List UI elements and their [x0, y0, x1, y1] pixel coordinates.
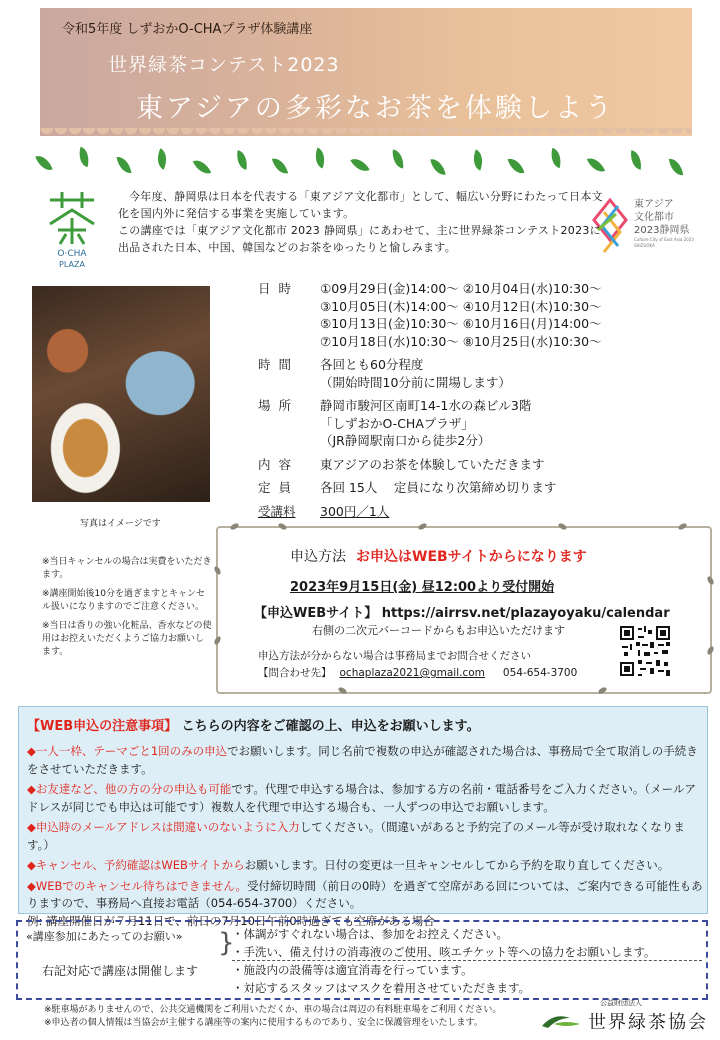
request-item: ・対応するスタッフはマスクを着用させていただきます。 [232, 980, 531, 995]
caution-title-red: 【WEB申込の注意事項】 [27, 719, 178, 734]
schedule-label: 日 時 [258, 281, 293, 296]
photo-caption: 写真はイメージです [80, 519, 161, 529]
requests-left-label: 右記対応で講座は開催します [42, 964, 199, 978]
requests-upper [232, 926, 702, 961]
contest-name: 世界緑茶コンテスト2023 [108, 54, 340, 76]
caution-item-emphasis: ◆一人一枠、テーマごと1回のみの申込 [27, 744, 228, 758]
caution-item [27, 819, 703, 854]
place-label: 場 所 [258, 398, 293, 413]
request-item: ・体調がすぐれない場合は、参加をお控えください。 [232, 927, 508, 941]
course-label: 令和5年度 しずおかO-CHAプラザ体験講座 [62, 22, 313, 37]
logo-text: PLAZA [59, 260, 85, 269]
caution-title [27, 715, 480, 734]
notes [42, 556, 212, 665]
content-value: 東アジアのお茶を体験していただきます [320, 456, 545, 472]
leaf-decoration [34, 148, 694, 178]
caution-item-emphasis: ◆お友達など、他の方の分の申込も可能 [27, 782, 232, 796]
content-label: 内 容 [258, 456, 293, 472]
intro-paragraph-2: この講座では「東アジア文化都市 2023 静岡県」にあわせて、主に世界緑茶コンテスト2023に出品された日本、中国、韓国などのお茶をゆったりと愉しみます。 [118, 224, 601, 254]
web-caution-box [18, 706, 708, 928]
caution-item [27, 743, 703, 778]
place-name: 「しずおかO-CHAプラザ」 [320, 415, 474, 431]
brace-divider: } [218, 928, 235, 958]
fee-value: 300円／1人 [320, 503, 390, 519]
caution-title-text: こちらの内容をご確認の上、申込をお願いします。 [177, 719, 480, 734]
apply-headline: お申込はWEBサイトからになります [356, 549, 587, 565]
intro-text [118, 188, 606, 256]
ocha-plaza-logo [40, 188, 104, 270]
note-item: ※当日キャンセルの場合は実費をいただきます。 [42, 557, 212, 580]
contact-email-link[interactable]: ochaplaza2021@gmail.com [339, 667, 485, 679]
header-banner [40, 8, 692, 136]
caution-item-text: してください。（間違いがあると予約完了のメール等が受け取れなくなります。） [27, 820, 685, 852]
time-note: （開始時間10分前に開場します） [320, 374, 511, 390]
caution-item [27, 878, 703, 913]
contact-label: 【問合わせ先】 [258, 667, 332, 679]
page-title: 東アジアの多彩なお茶を体験しよう [136, 93, 615, 124]
scallop-border [40, 128, 692, 142]
tea-leaf-logo-icon [540, 1010, 584, 1030]
caution-item-text: お願いします。日付の変更は一旦キャンセルしてから予約を取り直してください。 [244, 858, 670, 872]
apply-label: 申込方法 [290, 549, 346, 565]
logo-line: 文化都市 [634, 212, 674, 223]
note-item: ※講座開始後10分を過ぎますとキャンセル扱いになりますのでご注意ください。 [42, 589, 205, 612]
place-access: （JR静岡駅南口から徒歩2分） [320, 433, 491, 448]
caution-item [27, 781, 703, 816]
caution-item-text: でお願いします。同じ名前で複数の申込が確認された場合は、事務局で全て取消しの手続きをさせていただきます。 [27, 744, 698, 776]
caution-item-text: です。代理で申込する場合は、参加する方の名前・電話番号をご入力ください。（メールアドレスが同じでも申込は可能です）複数人を代理で申込する場合も、一人ずつの申込でお願いします。 [27, 782, 696, 814]
caution-item-emphasis: ◆キャンセル、予約確認はWEBサイトから [27, 858, 245, 872]
capacity-value: 各回 15人 定員になり次第締め切ります [320, 480, 557, 495]
contact-line [258, 665, 577, 680]
apply-web-url[interactable]: 【申込WEBサイト】 https://airrsv.net/plazayoyaku/calendar [254, 606, 670, 621]
requests-separator [232, 960, 702, 961]
request-item: ・手洗い、備え付けの消毒液のご使用、咳エチケット等への協力をお願いします。 [232, 944, 656, 959]
capacity-label: 定 員 [258, 480, 293, 495]
schedule-line: ⑦10月18日(水)10:30～ ⑧10月25日(水)10:30～ [320, 333, 602, 349]
contact-phone: 054-654-3700 [502, 667, 578, 679]
note-item: ※当日は香りの強い化粧品、香水などの使用はお控えいただくようご協力お願いします。 [42, 621, 212, 657]
participation-requests [16, 920, 708, 1000]
org-name: 世界緑茶協会 [588, 1012, 708, 1033]
footer-note: ※申込者の個人情報は当協会が主催する講座等の案内に使用するものであり、安全に保護管理をいたします。 [44, 1018, 483, 1028]
fee-label: 受講料 [258, 503, 296, 519]
caution-item-emphasis: ◆申込時のメールアドレスは間違いのないように入力 [27, 820, 300, 834]
schedule-line: ①09月29日(金)14:00～ ②10月04日(水)10:30～ [320, 281, 602, 296]
request-item: ・施設内の設備等は適宜消毒を行っています。 [232, 963, 473, 977]
apply-help: 申込方法が分からない場合は事務局までお問合せください [258, 650, 531, 662]
schedule-line: ⑤10月13日(金)10:30～ ⑥10月16日(月)14:00～ [320, 316, 602, 331]
apply-heading [290, 546, 587, 566]
caution-list [27, 743, 703, 930]
caution-item [27, 857, 703, 875]
tea-photo [32, 286, 210, 502]
apply-start-date: 2023年9月15日(金) 昼12:00より受付開始 [290, 580, 555, 595]
logo-line: 2023静岡県 [634, 225, 690, 236]
time-value: 各回とも60分程度 [320, 357, 424, 372]
intro-paragraph-1: 今年度、静岡県は日本を代表する「東アジア文化都市」として、幅広い分野にわたって日本文化を国内外に発信する事業を実施しています。 [118, 190, 603, 220]
time-label: 時 間 [258, 357, 293, 372]
svg-text:O·CHA: O·CHA [57, 249, 87, 259]
event-info [258, 280, 708, 520]
footer-notes [44, 1004, 501, 1030]
requests-lower [232, 962, 702, 997]
schedule-line: ③10月05日(木)14:00～ ④10月12日(木)10:30～ [320, 298, 602, 314]
requests-heading: «講座参加にあたってのお願い» [26, 930, 183, 943]
logo-subline: Culture City of East Asia 2023 SHIZUOKA [634, 237, 694, 248]
application-box [216, 526, 712, 694]
qr-code-icon[interactable] [618, 624, 672, 678]
qr-note: 右側の二次元バーコードからもお申込いただけます [312, 624, 565, 637]
caution-item-emphasis: ◆WEBでのキャンセル待ちはできません。 [27, 878, 248, 893]
org-type: 公益財団法人 [600, 999, 642, 1007]
footer-note: ※駐車場がありませんので、公共交通機関をご利用いただくか、車の場合は周辺の有料駐車場をご利用ください。 [44, 1005, 502, 1015]
place-address: 静岡市駿河区南町14-1水の森ビル3階 [320, 398, 532, 413]
logo-line: 東アジア [634, 199, 674, 210]
caution-item-text: 受付締切時間（前日の0時）を過ぎて空席がある回については、ご案内できる可能性もありますので、事務局へ直接お電話（054-654-3700）ください。 [27, 878, 703, 910]
caution-example: 例: 講座開催日が７月11日で、前日の7月10日午前0時過ぎても空席がある場合 [27, 913, 435, 928]
